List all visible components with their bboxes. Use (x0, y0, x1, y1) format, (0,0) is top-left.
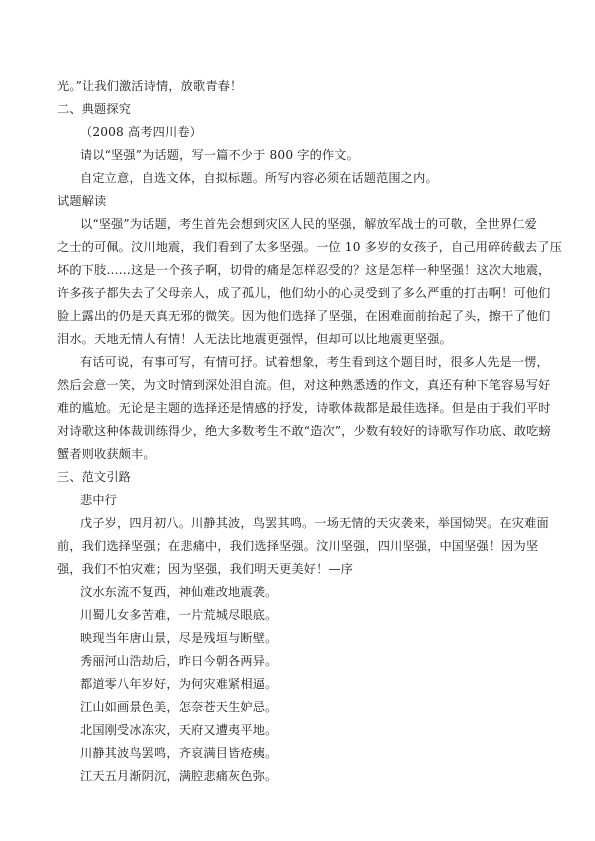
poem-line: 秀丽河山浩劫后，昨日今朝各两异。 (80, 654, 278, 668)
poem-line: 都道零八年岁好，为何灾难紧相逼。 (80, 677, 278, 691)
text-line: 请以“坚强”为话题，写一篇不少于 800 字的作文。 (80, 148, 359, 162)
text-line: 脸上露出的仍是天真无邪的微笑。因为他们选择了坚强，在困难面前抬起了头，擦干了他们 (57, 309, 551, 323)
section-heading: 试题解读 (57, 194, 107, 208)
poem-line: 川静其波鸟罢鸣，齐哀满目皆疮痍。 (80, 746, 278, 760)
text-line: 之士的可佩。汶川地震，我们看到了太多坚强。一位 10 多岁的女孩子，自己用碎砖截去了压 (57, 240, 563, 254)
text-line: 坏的下肢……这是一个孩子啊，切骨的痛是怎样忍受的？这是怎样一种坚强！这次大地震， (57, 263, 551, 277)
poem-line: 汶水东流不复西，神仙难改地震袭。 (80, 585, 278, 599)
text-line: 蟹者则收获颇丰。 (57, 447, 156, 461)
text-line: 难的尴尬。无论是主题的选择还是情感的抒发，诗歌体裁都是最佳选择。但是由于我们平时 (57, 401, 551, 415)
section-heading: 二、典题探究 (57, 102, 132, 116)
text-line: 然后会意一笑，为文时情到深处泪自流。但，对这种熟悉透的作文，真还有种下笔容易写好 (57, 378, 551, 392)
poem-line: 北国刚受冰冻灾，天府又遭夷平地。 (80, 723, 278, 737)
text-line: 自定立意，自选文体，自拟标题。所写内容必须在话题范围之内。 (80, 171, 438, 185)
text-line: 强，我们不怕灾难；因为坚强，我们明天更美好！—序 (57, 562, 354, 576)
text-line: 许多孩子都失去了父母亲人，成了孤儿，他们幼小的心灵受到了多么严重的打击啊！可他们 (57, 286, 551, 300)
text-line: 前，我们选择坚强；在悲痛中，我们选择坚强。汶川坚强，四川坚强，中国坚强！因为坚 (57, 539, 539, 553)
text-line: （2008 高考四川卷） (80, 125, 203, 139)
text-line: 对诗歌这种体裁训练得少，绝大多数考生不敢“造次”，少数有较好的诗歌写作功底、敢吃螃 (57, 424, 551, 438)
text-line: 以“坚强”为话题，考生首先会想到灾区人民的坚强，解放军战士的可敬，全世界仁爱 (80, 217, 537, 231)
poem-line: 江山如画景色美，怎奈苍天生妒忌。 (80, 700, 278, 714)
text-line: 泪水。天地无情人有情！人无法比地震更强悍，但却可以比地震更坚强。 (57, 332, 452, 346)
poem-line: 映现当年唐山景，尽是残垣与断壁。 (80, 631, 278, 645)
poem-title: 悲中行 (80, 493, 118, 507)
poem-line: 川蜀儿女多苦难，一片荒城尽眼底。 (80, 608, 278, 622)
text-line: 光。”让我们激活诗情，放歌青春！ (57, 79, 243, 93)
text-line: 戊子岁，四月初八。川静其波，鸟罢其鸣。一场无情的天灾袭来，举国恸哭。在灾难面 (80, 516, 549, 530)
poem-line: 江天五月渐阴沉，满腔悲痛灰色弥。 (80, 769, 278, 783)
section-heading: 三、范文引路 (57, 470, 132, 484)
text-line: 有话可说，有事可写，有情可抒。试着想象，考生看到这个题目时，很多人先是一愣， (80, 355, 549, 369)
